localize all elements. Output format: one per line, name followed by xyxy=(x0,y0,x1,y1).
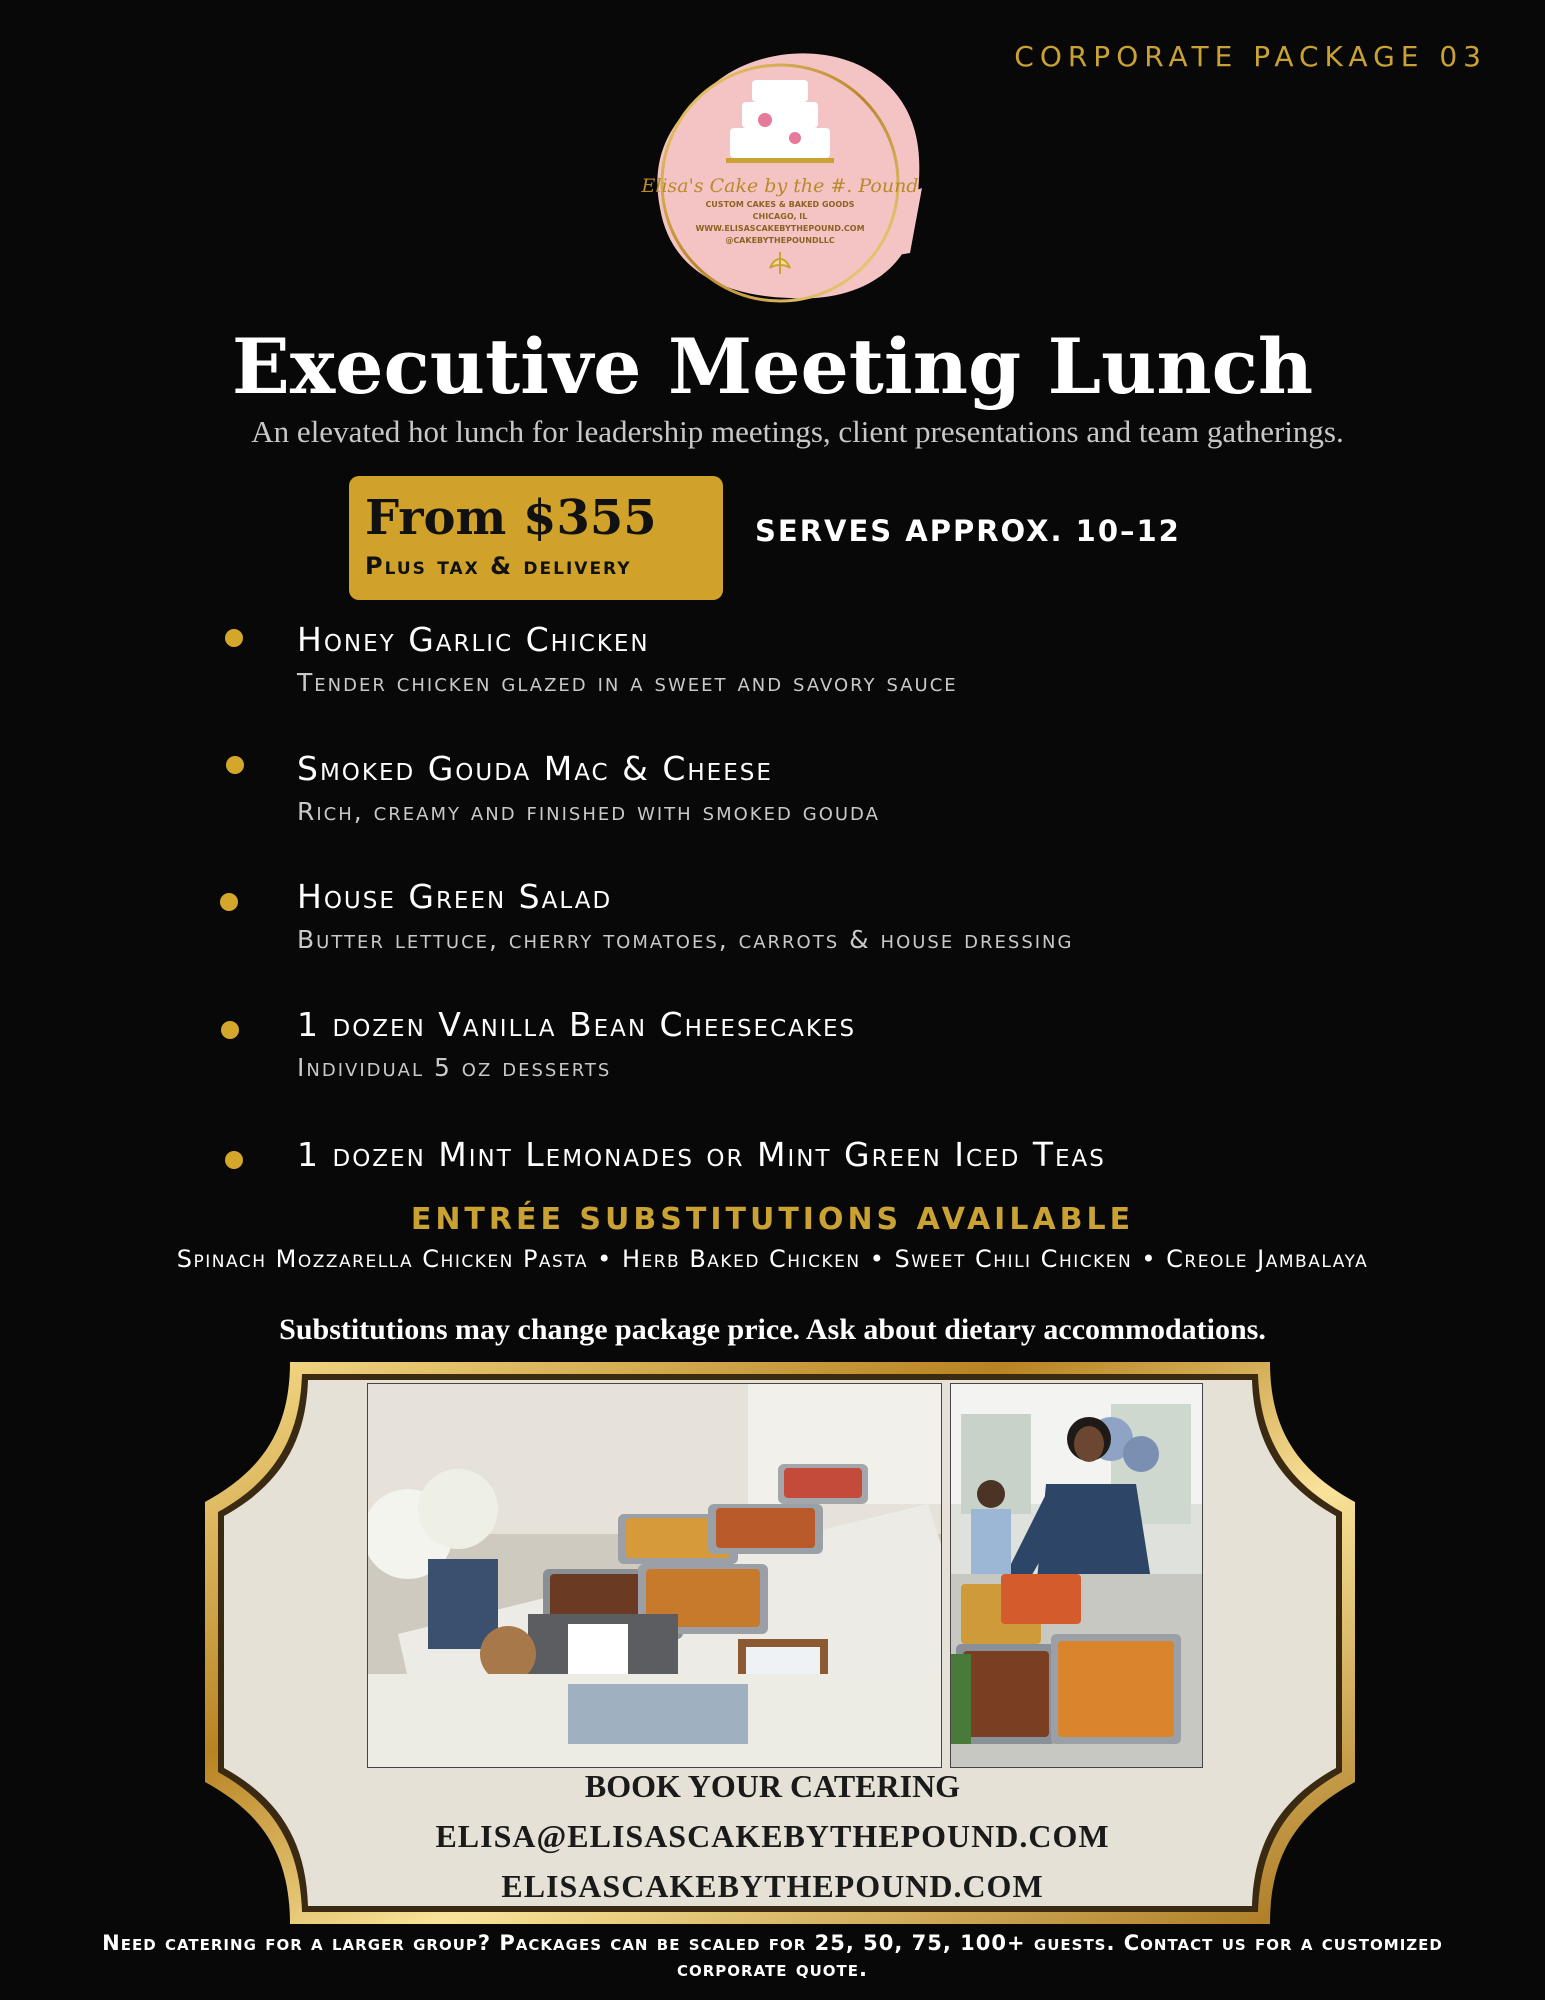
chef-serving-photo xyxy=(950,1383,1203,1768)
logo-script-name: Elisa's Cake by the #. Pound xyxy=(641,175,919,197)
logo-location: CHICAGO, IL xyxy=(752,212,808,221)
booking-email[interactable]: ELISA@ELISASCAKEBYTHEPOUND.COM xyxy=(435,1818,1110,1854)
menu-item-desc: Individual 5 oz desserts xyxy=(297,1053,612,1082)
menu-item-title: House Green Salad xyxy=(297,877,613,916)
bullet-icon xyxy=(226,756,244,774)
substitutions-list: Spinach Mozzarella Chicken Pasta • Herb Baked Chicken • Sweet Chili Chicken • Creole Jambalaya xyxy=(176,1245,1369,1273)
logo-tagline: CUSTOM CAKES & BAKED GOODS xyxy=(705,200,855,209)
buffet-photo xyxy=(367,1383,942,1768)
logo-handle: @CAKEBYTHEPOUNDLLC xyxy=(725,236,835,245)
menu-item-title: Honey Garlic Chicken xyxy=(297,620,650,659)
package-label: CORPORATE PACKAGE 03 xyxy=(1014,40,1487,73)
price-main: From $355 xyxy=(365,490,657,546)
menu-item xyxy=(0,749,1545,859)
bullet-icon xyxy=(225,629,243,647)
menu-item xyxy=(0,1005,1545,1115)
menu-item xyxy=(0,620,1545,730)
page-title: Executive Meeting Lunch xyxy=(231,322,1314,411)
menu-item-desc: Butter lettuce, cherry tomatoes, carrots & house dressing xyxy=(297,925,1074,954)
logo-website: WWW.ELISASCAKEBYTHEPOUND.COM xyxy=(695,224,865,233)
booking-heading: BOOK YOUR CATERING xyxy=(584,1768,961,1804)
price-badge xyxy=(349,476,723,600)
bullet-icon xyxy=(225,1151,243,1169)
page-subtitle: An elevated hot lunch for leadership meetings, client presentations and team gatherings. xyxy=(251,414,1344,449)
menu-item-title: 1 dozen Vanilla Bean Cheesecakes xyxy=(297,1005,857,1044)
menu-item-desc: Tender chicken glazed in a sweet and savory sauce xyxy=(297,668,958,697)
menu-item-title: 1 dozen Mint Lemonades or Mint Green Iced Teas xyxy=(297,1135,1106,1174)
footer-note: Need catering for a larger group? Packages can be scaled for 25, 50, 75, 100+ guests. Contact us for a customized corporate quote. xyxy=(102,1931,1443,1981)
serves-label: SERVES APPROX. 10–12 xyxy=(755,514,1181,548)
bullet-icon xyxy=(220,893,238,911)
bullet-icon xyxy=(221,1021,239,1039)
booking-website[interactable]: ELISASCAKEBYTHEPOUND.COM xyxy=(501,1868,1044,1904)
menu-item-title: Smoked Gouda Mac & Cheese xyxy=(297,749,773,788)
substitutions-heading: ENTRÉE SUBSTITUTIONS AVAILABLE xyxy=(410,1202,1135,1237)
brand-logo xyxy=(630,38,930,318)
substitutions-note: Substitutions may change package price. Ask about dietary accommodations. xyxy=(279,1313,1266,1346)
menu-item-desc: Rich, creamy and finished with smoked gouda xyxy=(297,797,880,826)
menu-item xyxy=(0,877,1545,987)
price-sub: Plus tax & delivery xyxy=(365,552,632,580)
